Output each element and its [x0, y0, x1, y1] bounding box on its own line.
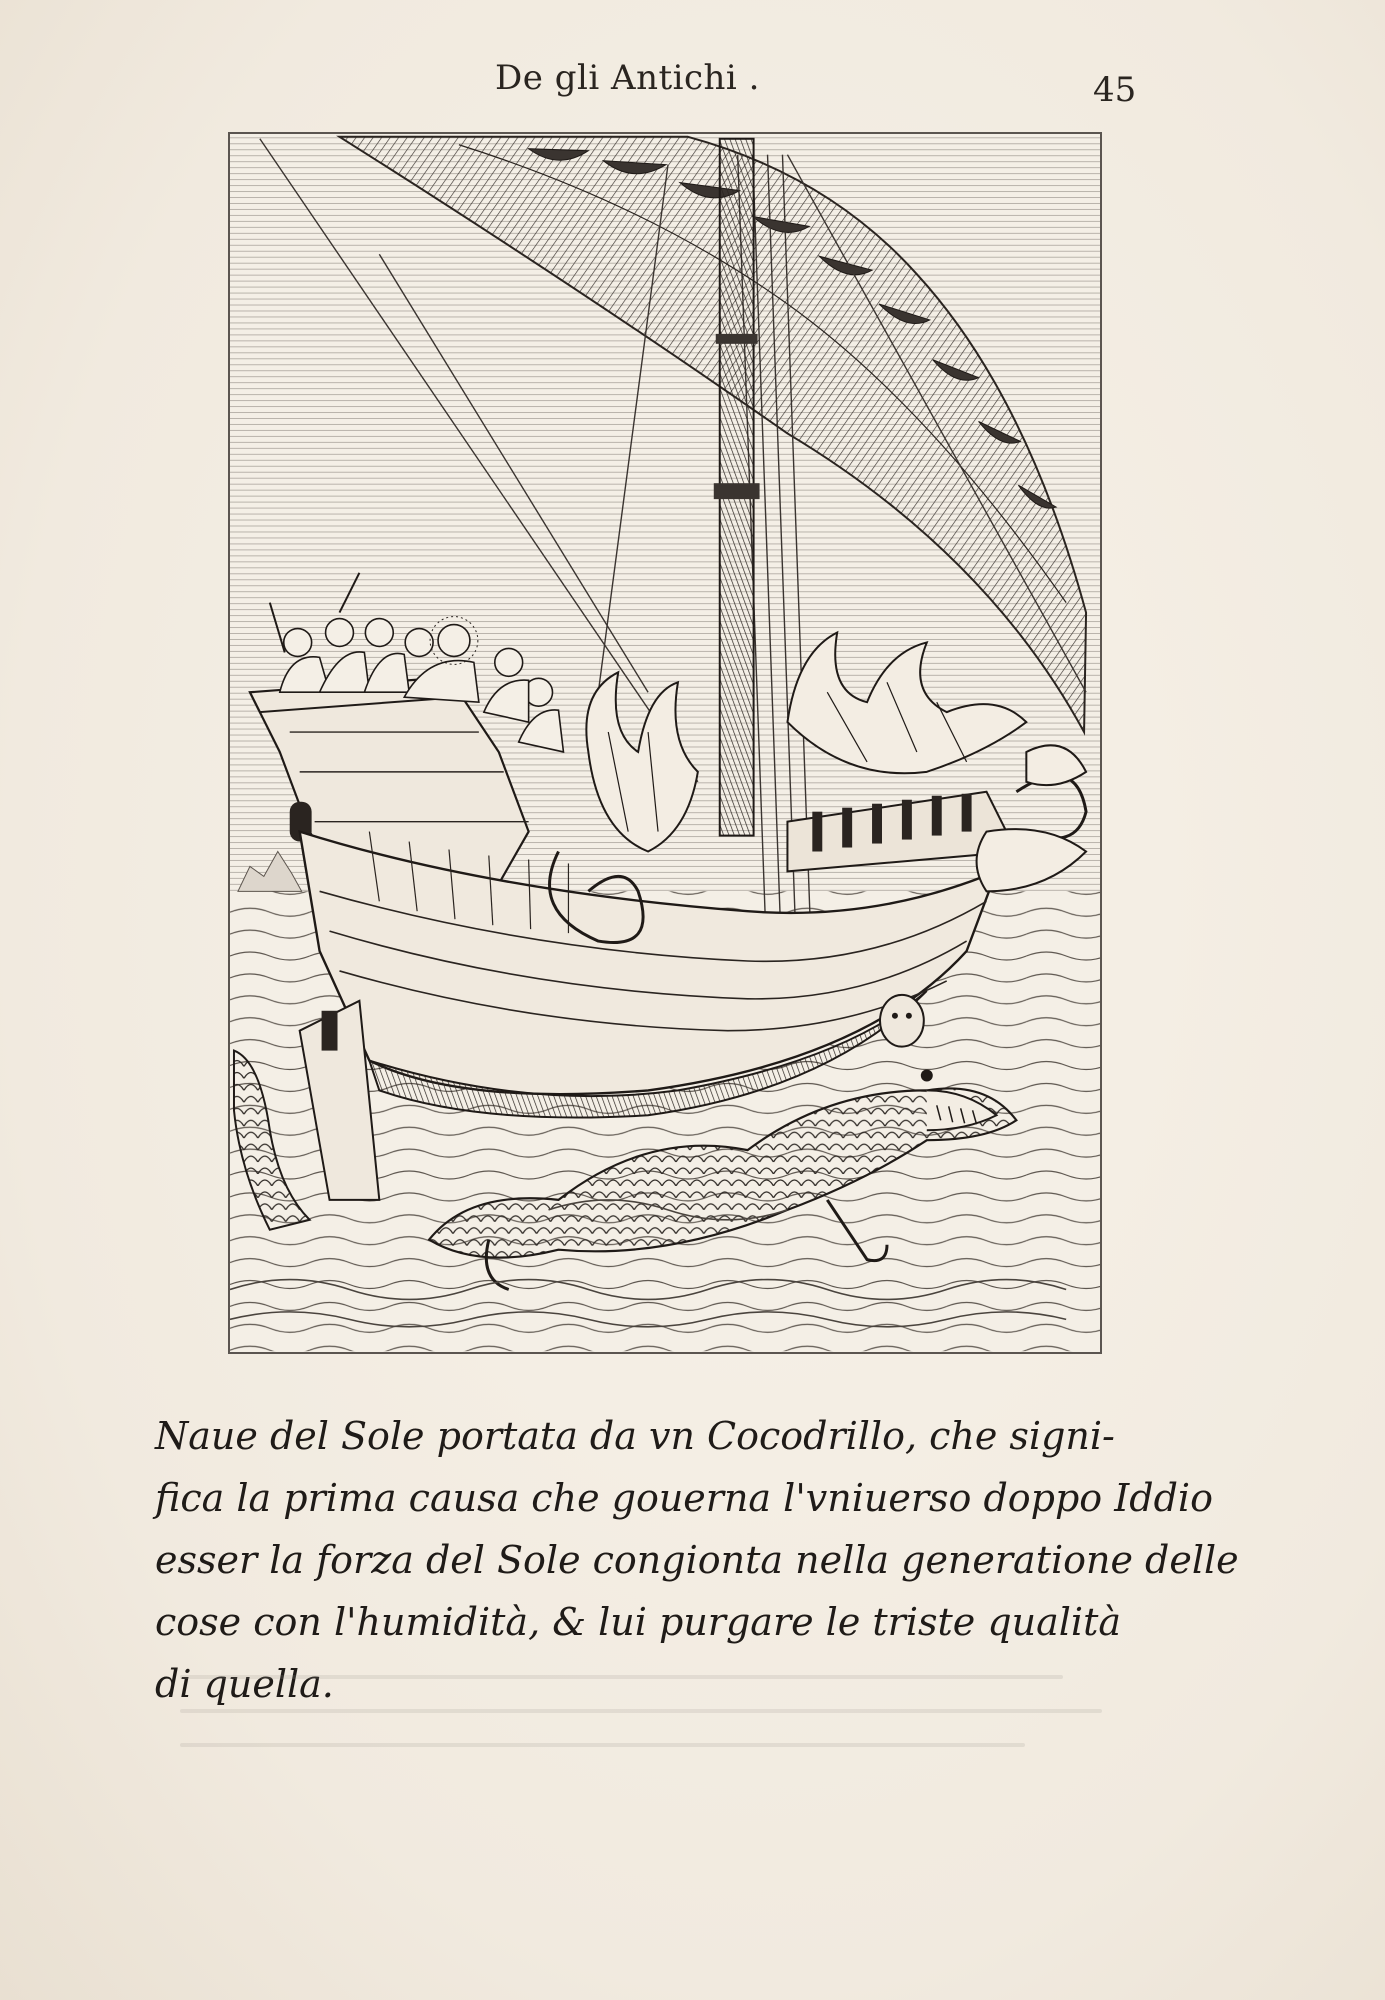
caption-line-2: fica la prima causa che gouerna l'vniuerso doppo Iddio [155, 1476, 1213, 1520]
running-head: De gli Antichi . [495, 58, 760, 98]
ship-of-the-sun-engraving [230, 134, 1100, 1352]
caption-line-3: esser la forza del Sole congionta nella generatione delle [155, 1538, 1239, 1582]
caption-line-1: Naue del Sole portata da vn Cocodrillo, che signi- [155, 1414, 1115, 1458]
show-through-text [180, 1645, 1140, 1785]
caption-line-5: di quella. [155, 1662, 334, 1706]
engraving-plate [228, 132, 1102, 1354]
page-number: 45 [1093, 70, 1137, 110]
caption-line-4: cose con l'humidità, & lui purgare le triste qualità [155, 1600, 1122, 1644]
